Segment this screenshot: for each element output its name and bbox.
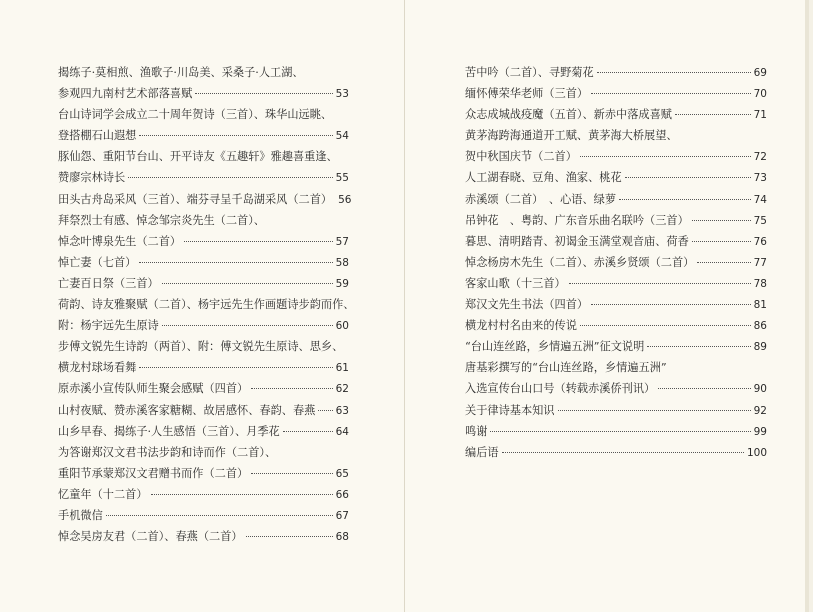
dot-leader xyxy=(692,240,751,242)
toc-entry-title: “台山连丝路，乡情遍五洲”征文说明 xyxy=(465,340,645,354)
dot-leader xyxy=(151,493,333,495)
toc-page-number: 89 xyxy=(753,341,767,354)
toc-entry xyxy=(58,378,349,399)
toc-page-number: 61 xyxy=(335,362,349,375)
dot-leader xyxy=(139,134,332,136)
dot-leader xyxy=(697,261,750,263)
toc-entry-title: 重阳节承蒙郑汉文君赠书而作（二首） xyxy=(58,466,249,480)
left-page xyxy=(0,0,405,612)
dot-leader xyxy=(502,451,744,453)
toc-entry-title: 山村夜赋、赞赤溪客家糖糊、故居感怀、春韵、春燕 xyxy=(58,403,316,417)
toc-entry xyxy=(58,463,349,484)
toc-entry-title: 鸣谢 xyxy=(465,424,488,438)
toc-entry xyxy=(58,442,349,463)
toc-page-number: 58 xyxy=(335,256,349,269)
toc-entry-title: 编后语 xyxy=(465,445,499,459)
toc-entry-title: 苦中吟（二首）、寻野菊花 xyxy=(465,66,594,79)
toc-entry xyxy=(465,189,767,210)
toc-entry xyxy=(465,210,767,231)
toc-entry xyxy=(58,189,352,210)
dot-leader xyxy=(490,430,750,432)
dot-leader xyxy=(162,324,333,326)
toc-entry-title: 荷韵、诗友雅聚赋（二首）、杨宇远先生作画题诗步韵而作、 xyxy=(58,298,355,312)
toc-entry-title: 郑汉文先生书法（四首） xyxy=(465,298,589,312)
toc-entry xyxy=(58,167,349,188)
toc-page-number: 81 xyxy=(753,299,767,312)
toc-entry-title: 田头古舟岛采风（三首）、端芬寻呈千岛湖采风（二首） xyxy=(58,192,333,206)
dot-leader xyxy=(591,303,751,305)
dot-leader xyxy=(569,282,751,284)
dot-leader xyxy=(246,535,333,537)
toc-entry xyxy=(465,421,767,442)
toc-entry xyxy=(58,526,349,547)
toc-entry-title: 吊钟花 、粤韵、广东音乐曲名联吟（三首） xyxy=(465,213,689,227)
toc-page-number: 71 xyxy=(753,109,767,122)
toc-entry xyxy=(58,62,349,83)
toc-page-number: 69 xyxy=(753,67,767,79)
toc-entry xyxy=(465,62,767,83)
toc-entry xyxy=(465,83,767,104)
toc-entry xyxy=(58,231,349,252)
toc-entry-title: 人工湖春晓、豆角、渔家、桃花 xyxy=(465,171,622,185)
toc-page-number: 86 xyxy=(753,320,767,333)
toc-page-number: 65 xyxy=(335,467,349,480)
toc-entry xyxy=(465,104,767,125)
dot-leader xyxy=(619,198,751,200)
toc-page-number: 76 xyxy=(753,235,767,248)
toc-entry xyxy=(465,315,767,336)
dot-leader xyxy=(139,261,332,263)
toc-entry-title: 台山诗词学会成立二十周年贺诗（三首）、珠华山远眺、 xyxy=(58,108,333,122)
toc-entry-title: 原赤溪小宣传队师生聚会感赋（四首） xyxy=(58,382,249,396)
toc-entry xyxy=(58,294,355,315)
toc-page-number: 90 xyxy=(753,383,767,396)
toc-entry-title: 附：杨宇远先生原诗 xyxy=(58,319,159,333)
toc-entry xyxy=(465,357,767,378)
dot-leader xyxy=(162,282,333,284)
toc-page-number: 56 xyxy=(338,193,352,206)
dot-leader xyxy=(597,71,751,73)
toc-entry xyxy=(58,484,349,505)
toc-page-number: 55 xyxy=(335,172,349,185)
toc-page-number: 67 xyxy=(335,509,349,522)
toc-page-number: 72 xyxy=(753,151,767,164)
toc-entry-title: 手机微信 xyxy=(58,508,103,522)
toc-page-number: 74 xyxy=(753,193,767,206)
toc-entry xyxy=(465,167,767,188)
toc-entry-title: 亡妻百日祭（三首） xyxy=(58,276,159,290)
toc-entry xyxy=(58,252,349,273)
toc-entry xyxy=(465,400,767,421)
dot-leader xyxy=(283,430,333,432)
toc-entry-title: 拜祭烈士有感、悼念邹宗炎先生（二首）、 xyxy=(58,213,265,227)
toc-entry-title: 豚仙怨、重阳节台山、开平诗友《五趣轩》雅趣喜重逢、 xyxy=(58,150,338,164)
toc-entry-title: 为答谢郑汉文君书法步韵和诗而作（二首）、 xyxy=(58,445,277,459)
toc-page-number: 78 xyxy=(753,277,767,290)
toc-entry-title: 横龙村球场看舞 xyxy=(58,361,137,375)
toc-page-number: 62 xyxy=(335,383,349,396)
page-edge xyxy=(805,0,809,612)
dot-leader xyxy=(675,113,751,115)
toc-entry-title: 赤溪颂（二首） 、心语、绿萝 xyxy=(465,192,617,206)
dot-leader xyxy=(692,219,751,221)
toc-entry-title: 贺中秋国庆节（二首） xyxy=(465,150,577,164)
toc-entry xyxy=(58,357,349,378)
toc-entry-title: 步傅文锐先生诗韵（两首）、附：傅文锐先生原诗、思乡、 xyxy=(58,340,344,354)
toc-entry-title: 横龙村村名由来的传说 xyxy=(465,319,577,333)
dot-leader xyxy=(318,409,332,411)
toc-entry-title: 客家山歌（十三首） xyxy=(465,276,566,290)
toc-page-number: 60 xyxy=(335,320,349,333)
toc-entry xyxy=(58,146,349,167)
toc-page-number: 53 xyxy=(335,88,349,101)
toc-entry xyxy=(58,125,349,146)
toc-entry-title: 关于律诗基本知识 xyxy=(465,403,555,417)
toc-entry-title: 入选宣传台山口号（转载赤溪侨刊讯） xyxy=(465,382,656,396)
dot-leader xyxy=(558,409,751,411)
toc-entry xyxy=(465,378,767,399)
toc-entry-title: 悼念叶博泉先生（二首） xyxy=(58,234,182,248)
toc-entry xyxy=(58,273,349,294)
dot-leader xyxy=(647,345,750,347)
dot-leader xyxy=(195,92,332,94)
toc-entry xyxy=(465,125,767,146)
toc-entry xyxy=(465,442,767,463)
right-page xyxy=(405,0,809,612)
toc-entry-title: 参观四九南村艺术部落喜赋 xyxy=(58,87,193,101)
toc-entry xyxy=(465,273,767,294)
toc-page-number: 68 xyxy=(335,531,349,544)
dot-leader xyxy=(128,176,332,178)
toc-page-number: 77 xyxy=(753,256,767,269)
dot-leader xyxy=(580,155,751,157)
dot-leader xyxy=(184,240,333,242)
toc-page-number: 92 xyxy=(753,404,767,417)
toc-entry xyxy=(58,104,349,125)
dot-leader xyxy=(251,472,332,474)
toc-page-number: 100 xyxy=(746,446,767,459)
toc-entry-title: 黄茅海跨海通道开工赋、黄茅海大桥展望、 xyxy=(465,129,678,143)
toc-page-number: 63 xyxy=(335,404,349,417)
toc-entry xyxy=(465,336,767,357)
toc-entry xyxy=(58,505,349,526)
toc-entry xyxy=(58,400,349,421)
toc-page-number: 73 xyxy=(753,172,767,185)
dot-leader xyxy=(251,387,332,389)
toc-entry-title: 赞廖宗林诗长 xyxy=(58,171,126,185)
toc-entry xyxy=(465,146,767,167)
toc-entry-title: 悼念杨房木先生（二首）、赤溪乡贤颂（二首） xyxy=(465,255,695,269)
toc-page-number: 66 xyxy=(335,488,349,501)
dot-leader xyxy=(591,92,751,94)
toc-entry xyxy=(58,421,349,442)
toc-entry xyxy=(58,336,349,357)
toc-page-number: 70 xyxy=(753,88,767,101)
left-toc-column xyxy=(58,62,355,547)
toc-entry xyxy=(58,210,349,231)
toc-entry-title: 忆童年（十二首） xyxy=(58,487,148,501)
dot-leader xyxy=(580,324,751,326)
toc-entry-title: 揭练子·莫相煎、渔歌子·川岛美、采桑子·人工湖、 xyxy=(58,66,304,79)
dot-leader xyxy=(625,176,751,178)
toc-page-number: 54 xyxy=(335,130,349,143)
toc-entry xyxy=(58,315,349,336)
toc-entry-title: 登搭棚石山遐想 xyxy=(58,129,137,143)
toc-page-number: 99 xyxy=(753,425,767,438)
toc-entry xyxy=(465,252,767,273)
toc-entry-title: 众志成城战疫魔（五首）、新赤中落成喜赋 xyxy=(465,108,672,122)
toc-entry-title: 暮思、清明踏青、初谒金玉满堂观音庙、荷香 xyxy=(465,234,689,248)
toc-entry-title: 唐基彩撰写的“台山连丝路，乡情遍五洲” xyxy=(465,361,667,375)
toc-entry xyxy=(58,83,349,104)
toc-page-number: 64 xyxy=(335,425,349,438)
toc-page-number: 75 xyxy=(753,214,767,227)
toc-entry-title: 悼念吴房友君（二首）、春燕（二首） xyxy=(58,530,243,544)
right-toc-column xyxy=(465,62,767,463)
toc-page-number: 57 xyxy=(335,235,349,248)
toc-entry-title: 山乡早春、揭练子·人生感悟（三首）、月季花 xyxy=(58,424,280,438)
toc-entry xyxy=(465,294,767,315)
toc-entry xyxy=(465,231,767,252)
dot-leader xyxy=(658,387,750,389)
toc-page-number: 59 xyxy=(335,277,349,290)
dot-leader xyxy=(106,514,333,516)
toc-entry-title: 缅怀傅荣华老师（三首） xyxy=(465,87,589,101)
toc-entry-title: 悼亡妻（七首） xyxy=(58,255,137,269)
dot-leader xyxy=(139,366,332,368)
